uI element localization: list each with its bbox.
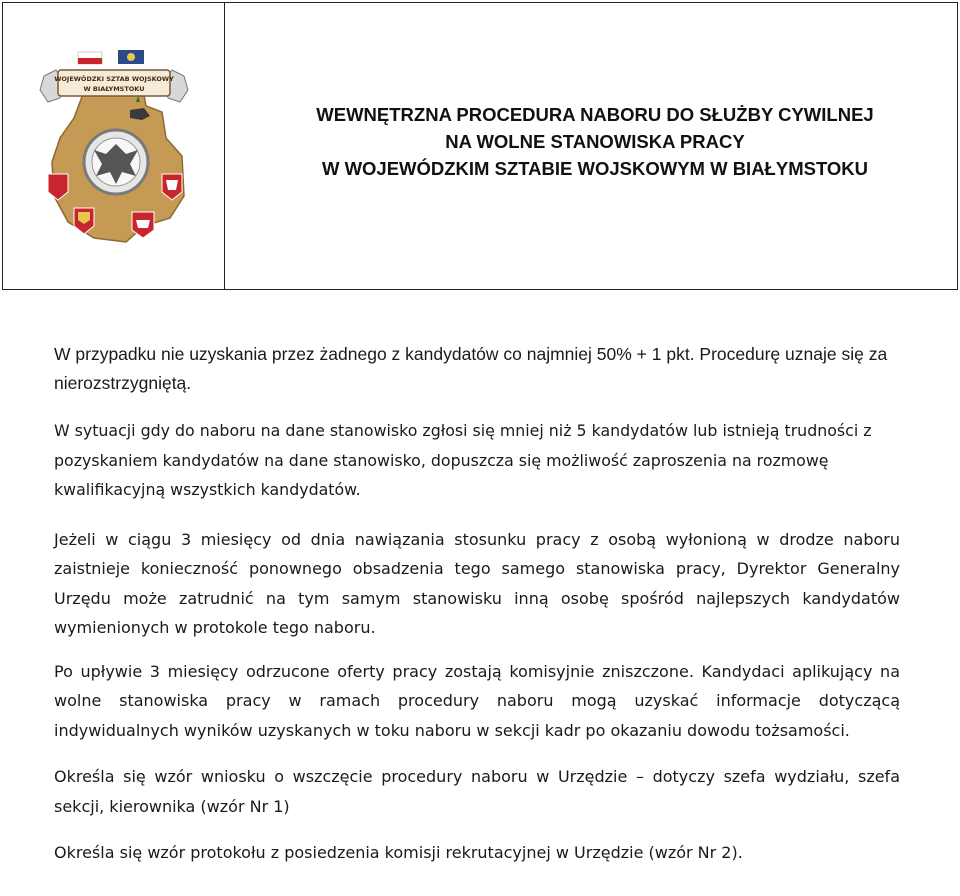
title-line-2: NA WOLNE STANOWISKA PRACY — [445, 130, 745, 152]
document-body — [54, 340, 900, 868]
emblem-logo — [34, 46, 194, 246]
paragraph-unresolved-procedure: W przypadku nie uzyskania przez żadnego z kandydatów co najmniej 50% + 1 pkt. Procedurę uznaje się za nierozstrzygniętą. — [54, 344, 888, 393]
paragraph-few-candidates: W sytuacji gdy do naboru na dane stanowisko zgłosi się mniej niż 5 kandydatów lub istnieją trudności z pozyskaniem kandydatów na dane stanowisko, dopuszcza się możliwość zaproszenia na rozmowę kwalifikacyjną wszystkich kandydatów. — [54, 421, 872, 499]
document-header — [2, 2, 958, 290]
logo-text-line-2: W BIAŁYMSTOKU — [82, 85, 145, 93]
paragraph-offers-destroyed: Po upływie 3 miesięcy odrzucone oferty pracy zostają komisyjnie zniszczone. Kandydaci aplikujący na wolne stanowiska pracy w ramach procedury naboru mogą uzyskać informacje dotyczącą indywidualnych wyników uzyskanych w toku naboru w sekcji kadr po okazaniu dowodu tożsamości. — [54, 661, 900, 740]
paragraph-form-2: Określa się wzór protokołu z posiedzenia komisji rekrutacyjnej w Urzędzie (wzór Nr 2). — [54, 843, 743, 862]
logo-cell — [3, 3, 225, 289]
title-line-1: WEWNĘTRZNA PROCEDURA NABORU DO SŁUŻBY CYWILNEJ — [316, 103, 874, 125]
paragraph-reemployment: Jeżeli w ciągu 3 miesięcy od dnia nawiązania stosunku pracy z osobą wyłonioną w drodze naboru zaistnieje konieczność ponownego obsadzenia tego samego stanowiska pracy, Dyrektor Generalny Urzędu może zatrudnić na tym samym stanowisku inną osobę spośród najlepszych kandydatów wymienionych w protokole tego naboru. — [54, 529, 900, 637]
logo-text-line-1: WOJEWÓDZKI SZTAB WOJSKOWY — [53, 75, 174, 83]
paragraph-form-1: Określa się wzór wniosku o wszczęcie procedury naboru w Urzędzie – dotyczy szefa wydziału, szefa sekcji, kierownika (wzór Nr 1) — [54, 767, 900, 816]
document-title — [225, 3, 957, 289]
title-line-3: W WOJEWÓDZKIM SZTABIE WOJSKOWYM W BIAŁYMSTOKU — [321, 157, 869, 179]
